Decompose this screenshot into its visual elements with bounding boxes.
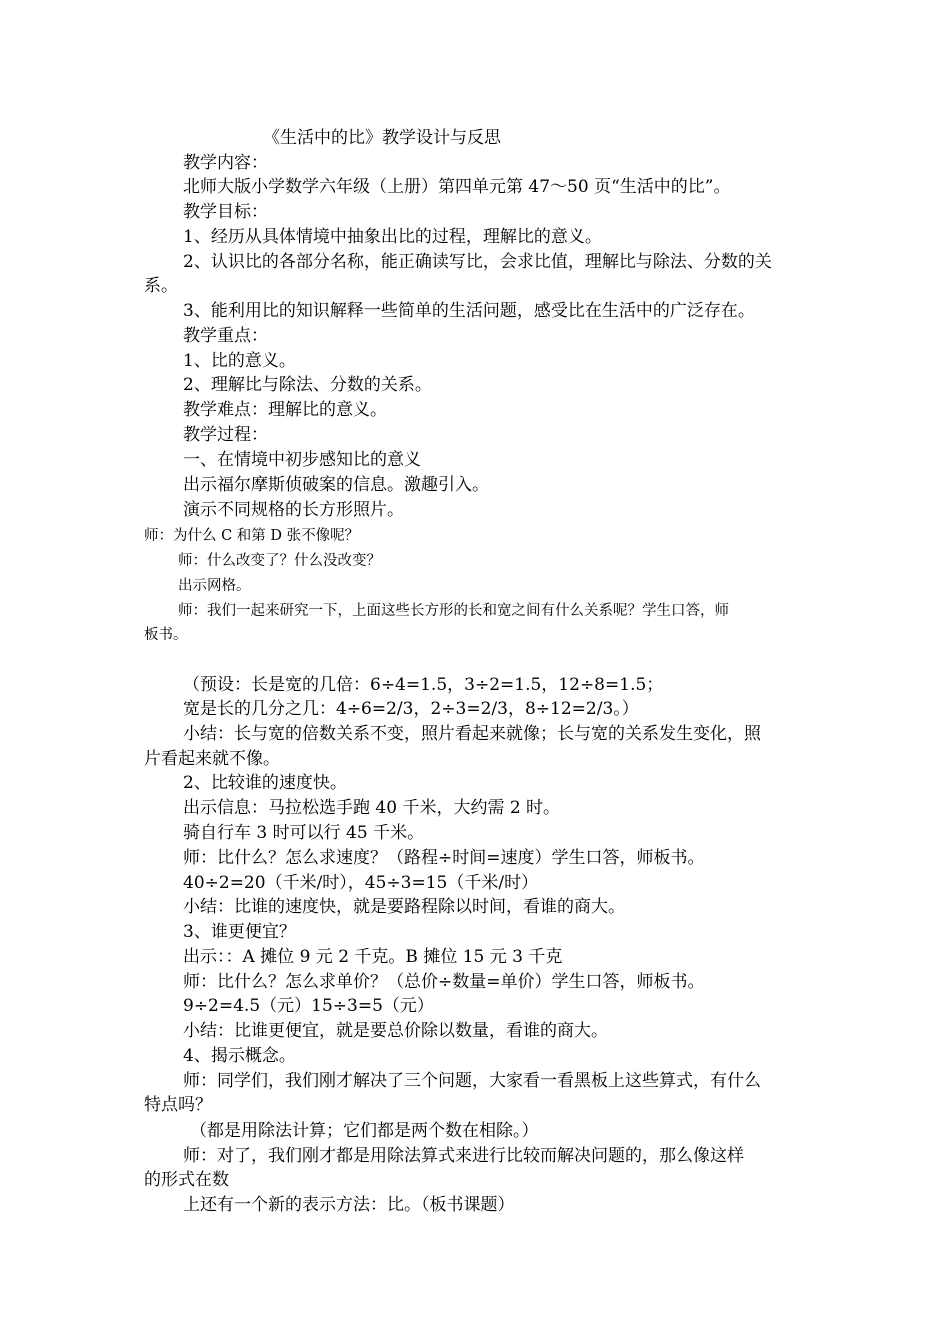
section-heading-content: 教学内容： <box>183 153 268 173</box>
paragraph-line: 师：比什么？怎么求速度？（路程÷时间=速度）学生口答，师板书。 <box>183 848 705 868</box>
paragraph-line: 1、比的意义。 <box>183 351 296 371</box>
paragraph-line: 师：为什么 C 和第 D 张不像呢？ <box>144 528 360 544</box>
paragraph-line: 9÷2=4.5（元）15÷3=5（元） <box>183 996 434 1016</box>
paragraph-line: 40÷2=20（千米/时），45÷3=15（千米/时） <box>183 873 539 893</box>
paragraph-line: 师：比什么？怎么求单价？（总价÷数量=单价）学生口答，师板书。 <box>183 972 705 992</box>
paragraph-line: 3、能利用比的知识解释一些简单的生活问题，感受比在生活中的广泛存在。 <box>183 301 755 321</box>
paragraph-line: 演示不同规格的长方形照片。 <box>183 500 404 520</box>
paragraph-line: 北师大版小学数学六年级（上册）第四单元第 47～50 页“生活中的比”。 <box>183 177 731 197</box>
paragraph-line: 教学难点：理解比的意义。 <box>183 400 387 420</box>
paragraph-line: 小结：比谁更便宜，就是要总价除以数量，看谁的商大。 <box>183 1021 608 1041</box>
paragraph-line: 小结：长与宽的倍数关系不变，照片看起来就像；长与宽的关系发生变化，照 <box>183 724 761 744</box>
document-title: 《生活中的比》教学设计与反思 <box>263 128 501 148</box>
paragraph-line: 骑自行车 3 时可以行 45 千米。 <box>183 823 425 843</box>
paragraph-line: 出示信息：马拉松选手跑 40 千米，大约需 2 时。 <box>183 798 561 818</box>
paragraph-line: 系。 <box>144 276 178 296</box>
section-heading-process: 教学过程： <box>183 425 268 445</box>
paragraph-line: 2、比较谁的速度快。 <box>183 773 347 793</box>
paragraph-line: 出示网格。 <box>178 578 251 594</box>
paragraph-line: （预设：长是宽的几倍：6÷4=1.5，3÷2=1.5，12÷8=1.5； <box>183 675 664 695</box>
paragraph-line: （都是用除法计算；它们都是两个数在相除。） <box>190 1121 539 1141</box>
section-heading-goals: 教学目标： <box>183 202 268 222</box>
paragraph-line: 师：我们一起来研究一下，上面这些长方形的长和宽之间有什么关系呢？学生口答，师 <box>178 603 729 619</box>
paragraph-line: 师：什么改变了？什么没改变？ <box>178 553 381 569</box>
paragraph-line: 板书。 <box>144 627 188 643</box>
section-heading-key-points: 教学重点： <box>183 326 268 346</box>
paragraph-line: 2、认识比的各部分名称，能正确读写比，会求比值，理解比与除法、分数的关 <box>183 252 772 272</box>
paragraph-line: 特点吗？ <box>144 1095 212 1115</box>
paragraph-line: 的形式在数 <box>144 1170 229 1190</box>
paragraph-line: 师：对了，我们刚才都是用除法算式来进行比较而解决问题的，那么像这样 <box>183 1146 744 1166</box>
paragraph-line: 上还有一个新的表示方法：比。（板书课题） <box>183 1195 515 1215</box>
paragraph-line: 出示：：A 摊位 9 元 2 千克。B 摊位 15 元 3 千克 <box>183 947 563 967</box>
paragraph-line: 片看起来就不像。 <box>144 749 280 769</box>
paragraph-line: 出示福尔摩斯侦破案的信息。激趣引入。 <box>183 475 489 495</box>
paragraph-line: 2、理解比与除法、分数的关系。 <box>183 375 432 395</box>
paragraph-line: 宽是长的几分之几：4÷6=2/3，2÷3=2/3，8÷12=2/3。） <box>183 699 639 719</box>
paragraph-line: 小结：比谁的速度快，就是要路程除以时间，看谁的商大。 <box>183 897 625 917</box>
paragraph-line: 1、经历从具体情境中抽象出比的过程，理解比的意义。 <box>183 227 602 247</box>
paragraph-line: 师：同学们，我们刚才解决了三个问题，大家看一看黑板上这些算式，有什么 <box>183 1071 761 1091</box>
paragraph-line: 3、谁更便宜？ <box>183 922 296 942</box>
paragraph-line: 4、揭示概念。 <box>183 1046 296 1066</box>
paragraph-line: 一、在情境中初步感知比的意义 <box>183 450 421 470</box>
